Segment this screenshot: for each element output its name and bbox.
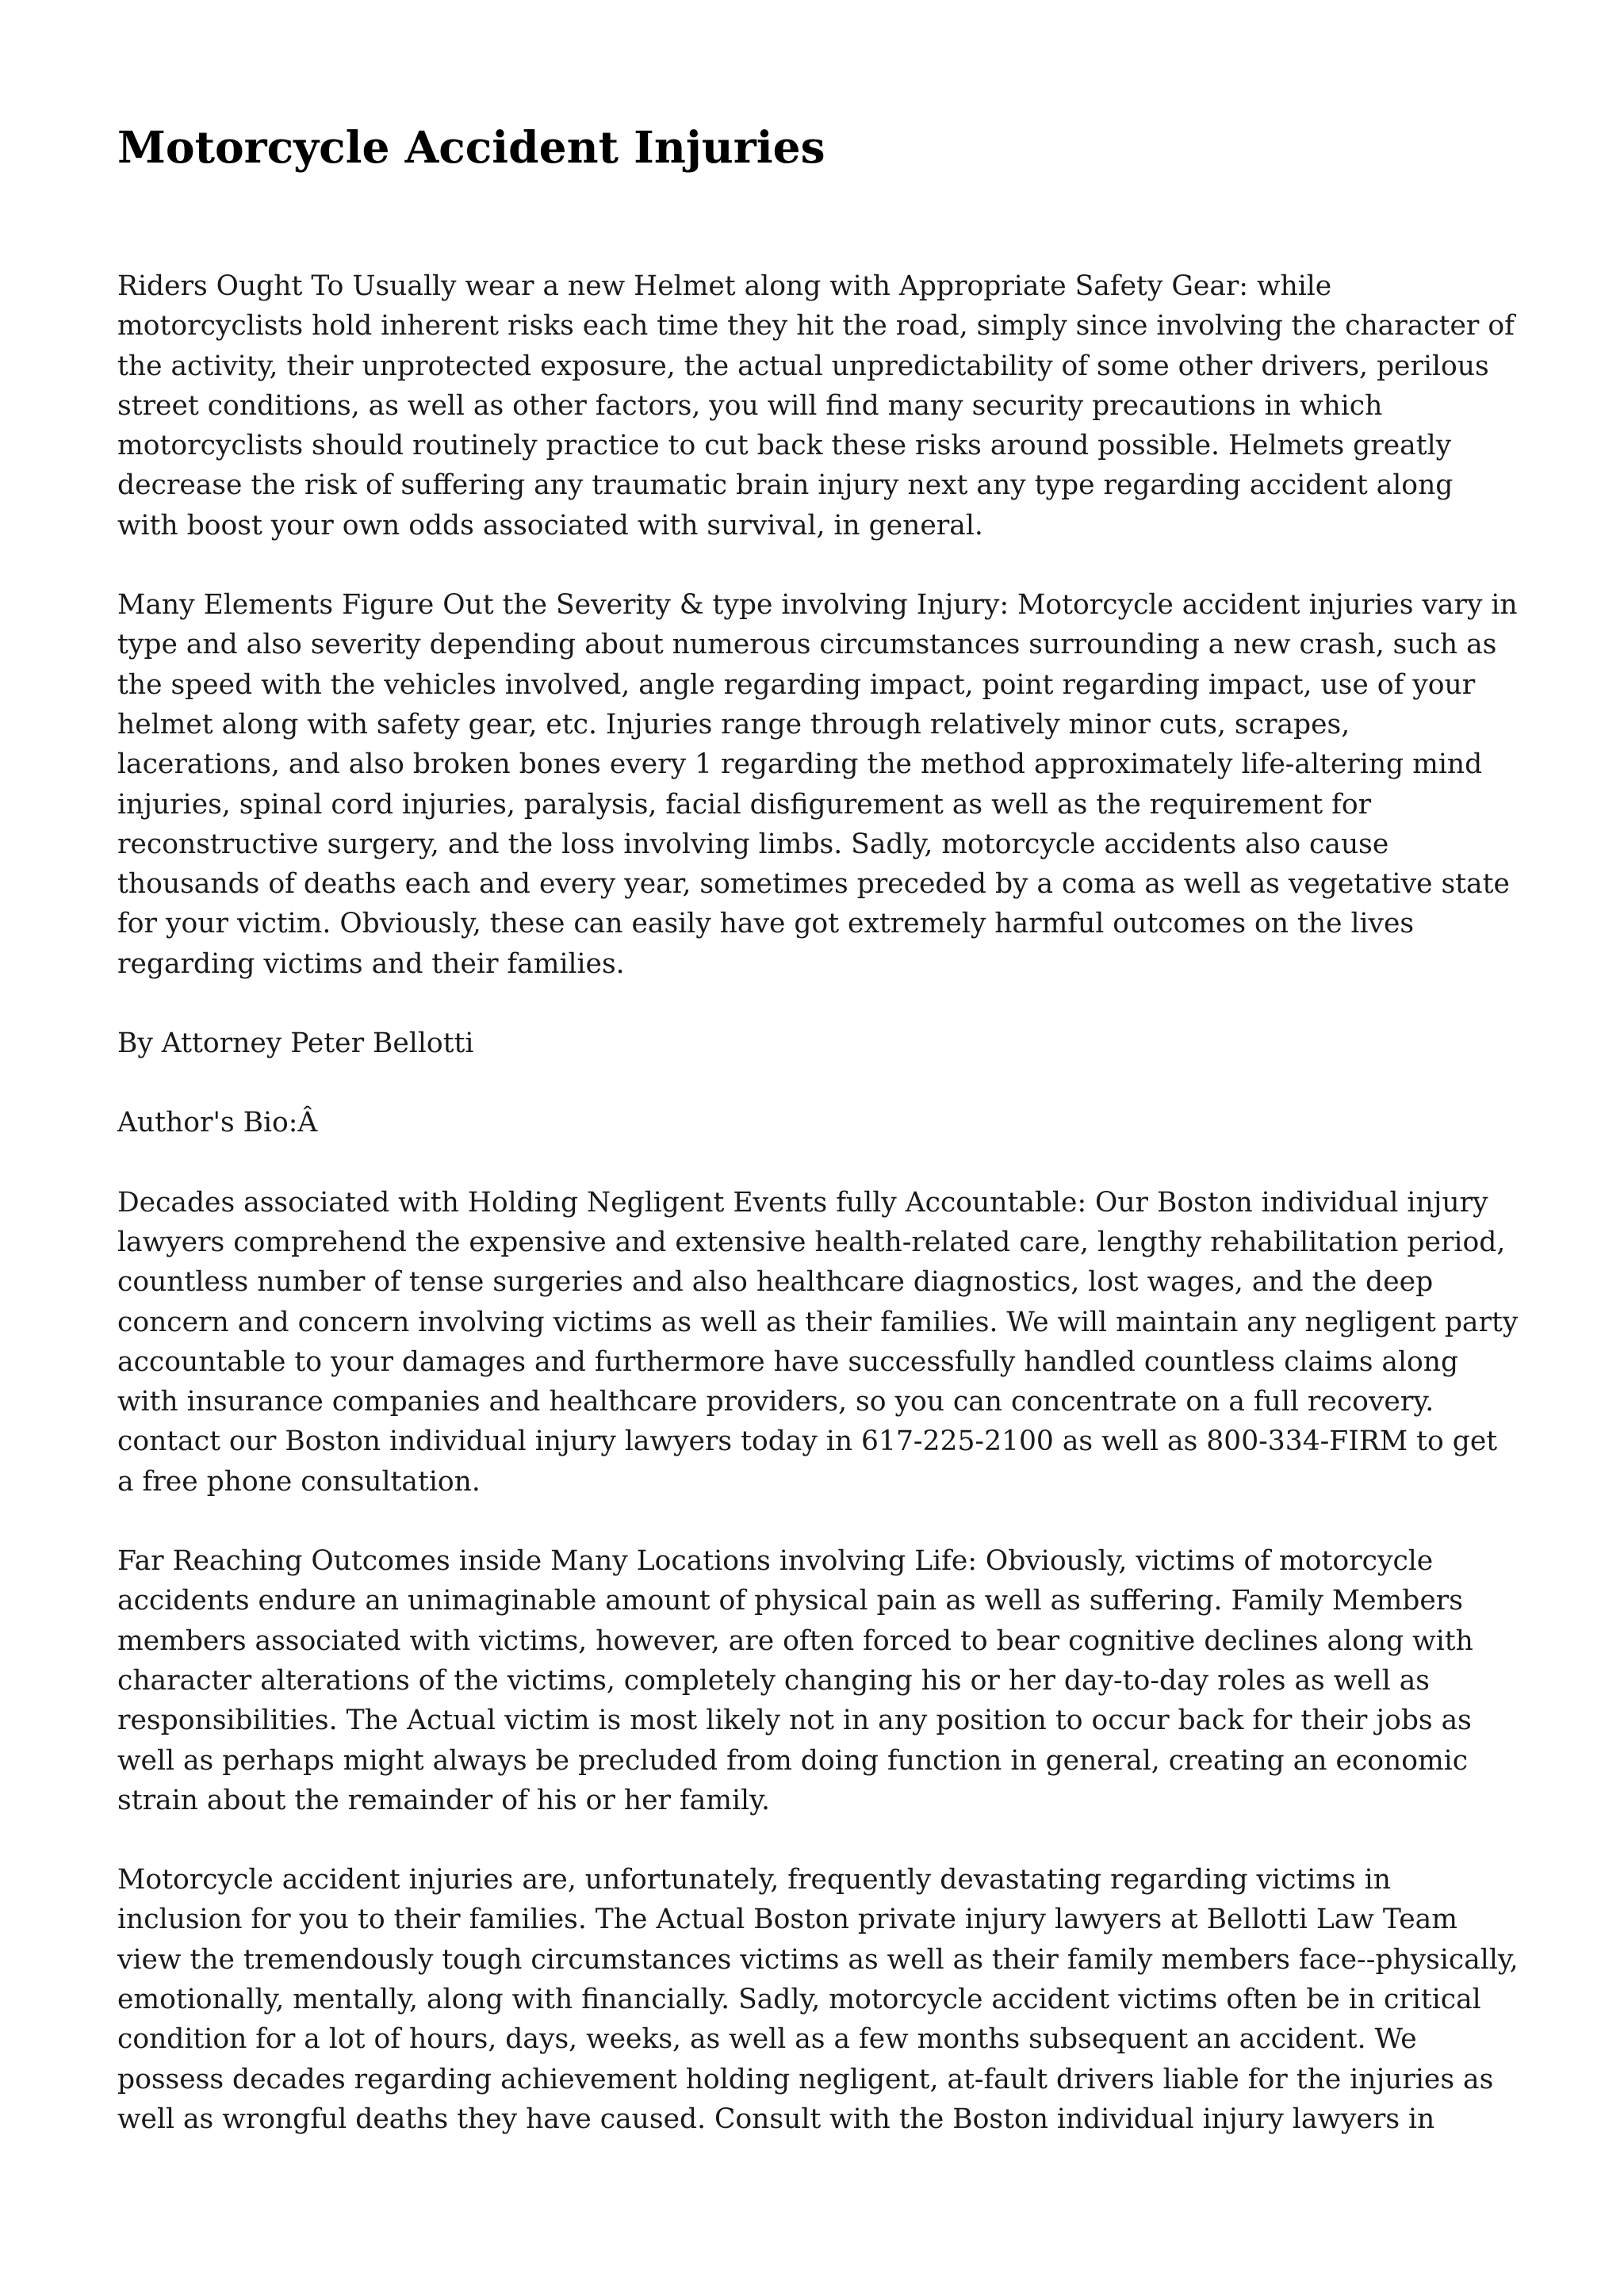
page-title: Motorcycle Accident Injuries [117,121,825,173]
author-byline: By Attorney Peter Bellotti [117,1027,474,1060]
paragraph-injury-severity: Many Elements Figure Out the Severity & type involving Injury: Motorcycle accident injuries vary in type and also severity depending about numerous circumstances surrounding a new crash, such as the speed with the vehicles involved, angle regarding impact, point regarding impact, use of your helmet along with safety gear, etc. Injuries range through relatively minor cuts, scrapes, lacerations, and also broken bones every 1 regarding the method approximately life-altering mind injuries, spinal cord injuries, paralysis, facial disfigurement as well as the requirement for reconstructive surgery, and the loss involving limbs. Sadly, motorcycle accidents also cause thousands of deaths each and every year, sometimes preceded by a coma as well as vegetative state for your victim. Obviously, these can easily have got extremely harmful outcomes on the lives regarding victims and their families. [117,589,1518,980]
paragraph-helmet-safety: Riders Ought To Usually wear a new Helmet along with Appropriate Safety Gear: while motorcyclists hold inherent risks each time they hit the road, simply since involving the character of the activity, their unprotected exposure, the actual unpredictability of some other drivers, perilous street conditions, as well as other factors, you will find many security precautions in which motorcyclists should routinely practice to cut back these risks around possible. Helmets greatly decrease the risk of suffering any traumatic brain injury next any type regarding accident along with boost your own odds associated with survival, in general. [117,270,1515,541]
document-page [117,119,1521,2179]
author-bio-label: Author's Bio:Â [117,1107,318,1139]
paragraph-accountability: Decades associated with Holding Negligent Events fully Accountable: Our Boston individual injury lawyers comprehend the expensive and extensive health-related care, lengthy rehabilitation period, countless number of tense surgeries and also healthcare diagnostics, lost wages, and the deep concern and concern involving victims as well as their families. We will maintain any negligent party accountable to your damages and furthermore have successfully handled countless claims along with insurance companies and healthcare providers, so you can concentrate on a full recovery. contact our Boston individual injury lawyers today in 617-225-2100 as well as 800-334-FIRM to get a free phone consultation. [117,1186,1519,1498]
paragraph-devastating: Motorcycle accident injuries are, unfortunately, frequently devastating regarding victims in inclusion for you to their families. The Actual Boston private injury lawyers at Bellotti Law Team view the tremendously tough circumstances victims as well as their family members face--physically, emotionally, mentally, along with financially. Sadly, motorcycle accident victims often be in critical condition for a lot of hours, days, weeks, as well as a few months subsequent an accident. We possess decades regarding achievement holding negligent, at-fault drivers liable for the injuries as well as wrongful deaths they have caused. Consult with the Boston individual injury lawyers in [117,1864,1519,2135]
paragraph-outcomes: Far Reaching Outcomes inside Many Locations involving Life: Obviously, victims of motorcycle accidents endure an unimaginable amount of physical pain as well as suffering. Family Members members associated with victims, however, are often forced to bear cognitive declines along with character alterations of the victims, completely changing his or her day-to-day roles as well as responsibilities. The Actual victim is most likely not in any position to occur back for their jobs as well as perhaps might always be precluded from doing function in general, creating an economic strain about the remainder of his or her family. [117,1545,1473,1816]
